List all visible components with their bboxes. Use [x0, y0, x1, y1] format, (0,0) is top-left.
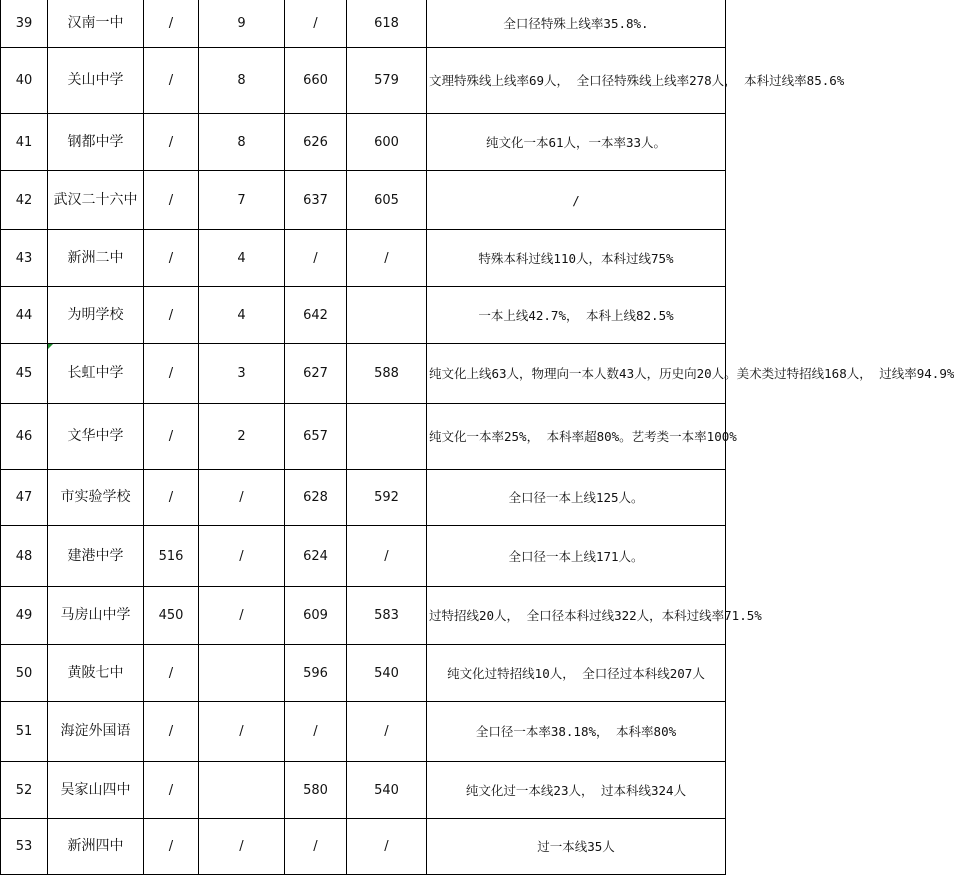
cell-col-e[interactable]: 628: [285, 470, 347, 526]
cell-col-c[interactable]: /: [144, 114, 199, 171]
row-number[interactable]: 48: [1, 526, 48, 587]
school-name[interactable]: 关山中学: [48, 48, 144, 114]
school-name[interactable]: 武汉二十六中: [48, 171, 144, 230]
cell-col-c[interactable]: 450: [144, 587, 199, 645]
cell-col-c[interactable]: /: [144, 762, 199, 819]
cell-col-c[interactable]: /: [144, 470, 199, 526]
cell-col-e[interactable]: 609: [285, 587, 347, 645]
cell-col-c[interactable]: /: [144, 0, 199, 48]
row-number[interactable]: 42: [1, 171, 48, 230]
cell-col-f[interactable]: [347, 404, 427, 470]
cell-col-e[interactable]: /: [285, 230, 347, 287]
cell-col-c[interactable]: /: [144, 171, 199, 230]
cell-col-e[interactable]: /: [285, 702, 347, 762]
note-cell[interactable]: 纯文化一本率25%， 本科率超80%。艺考类一本率100%: [427, 404, 726, 470]
note-cell[interactable]: 纯文化上线63人，物理向一本人数43人，历史向20人。美术类过特招线168人， 过线率94.9%: [427, 344, 726, 404]
cell-col-d[interactable]: 2: [199, 404, 285, 470]
school-name[interactable]: 为明学校: [48, 287, 144, 344]
table-row: [1, 114, 726, 171]
row-number[interactable]: 49: [1, 587, 48, 645]
cell-col-e[interactable]: 626: [285, 114, 347, 171]
cell-col-d[interactable]: /: [199, 587, 285, 645]
table-row: [1, 702, 726, 762]
table-row: [1, 645, 726, 702]
school-name[interactable]: 黄陂七中: [48, 645, 144, 702]
cell-col-f[interactable]: 583: [347, 587, 427, 645]
cell-col-f[interactable]: 605: [347, 171, 427, 230]
cell-col-e[interactable]: 624: [285, 526, 347, 587]
table-row: [1, 470, 726, 526]
cell-col-d[interactable]: 3: [199, 344, 285, 404]
note-cell[interactable]: 一本上线42.7%， 本科上线82.5%: [427, 287, 726, 344]
note-cell[interactable]: 全口径一本上线125人。: [427, 470, 726, 526]
table-row: [1, 762, 726, 819]
cell-col-e[interactable]: /: [285, 0, 347, 48]
school-name[interactable]: 海淀外国语: [48, 702, 144, 762]
table-row: [1, 171, 726, 230]
table-row: [1, 230, 726, 287]
school-name[interactable]: 钢都中学: [48, 114, 144, 171]
note-cell[interactable]: 过特招线20人， 全口径本科过线322人，本科过线率71.5%: [427, 587, 726, 645]
row-number[interactable]: 53: [1, 819, 48, 875]
table-row: [1, 0, 726, 48]
row-number[interactable]: 43: [1, 230, 48, 287]
cell-col-c[interactable]: /: [144, 48, 199, 114]
school-name[interactable]: 新洲二中: [48, 230, 144, 287]
cell-col-e[interactable]: 580: [285, 762, 347, 819]
cell-col-c[interactable]: /: [144, 344, 199, 404]
cell-col-c[interactable]: /: [144, 404, 199, 470]
cell-col-f[interactable]: 618: [347, 0, 427, 48]
table-row: [1, 344, 726, 404]
school-name[interactable]: 吴家山四中: [48, 762, 144, 819]
cell-col-d[interactable]: /: [199, 470, 285, 526]
note-cell[interactable]: 文理特殊线上线率69人， 全口径特殊线上线率278人， 本科过线率85.6%: [427, 48, 726, 114]
cell-col-e[interactable]: 657: [285, 404, 347, 470]
cell-col-d[interactable]: 8: [199, 48, 285, 114]
note-cell[interactable]: 全口径特殊上线率35.8%.: [427, 0, 726, 48]
school-name[interactable]: 汉南一中: [48, 0, 144, 48]
cell-col-c[interactable]: /: [144, 645, 199, 702]
school-name[interactable]: 长虹中学: [48, 344, 144, 404]
row-number[interactable]: 45: [1, 344, 48, 404]
table-row: [1, 287, 726, 344]
cell-col-e[interactable]: 660: [285, 48, 347, 114]
cell-col-e[interactable]: /: [285, 819, 347, 875]
cell-col-d[interactable]: 9: [199, 0, 285, 48]
cell-col-e[interactable]: 642: [285, 287, 347, 344]
note-cell[interactable]: 全口径一本率38.18%， 本科率80%: [427, 702, 726, 762]
row-number[interactable]: 51: [1, 702, 48, 762]
note-cell[interactable]: 纯文化一本61人，一本率33人。: [427, 114, 726, 171]
row-number[interactable]: 44: [1, 287, 48, 344]
cell-col-f[interactable]: 588: [347, 344, 427, 404]
school-name[interactable]: 建港中学: [48, 526, 144, 587]
row-number[interactable]: 50: [1, 645, 48, 702]
cell-col-e[interactable]: 637: [285, 171, 347, 230]
cell-col-d[interactable]: [199, 762, 285, 819]
school-name[interactable]: 市实验学校: [48, 470, 144, 526]
cell-col-f[interactable]: [347, 287, 427, 344]
cell-col-d[interactable]: /: [199, 526, 285, 587]
cell-col-d[interactable]: /: [199, 819, 285, 875]
cell-col-f[interactable]: /: [347, 702, 427, 762]
cell-col-c[interactable]: /: [144, 819, 199, 875]
row-number[interactable]: 41: [1, 114, 48, 171]
cell-col-c[interactable]: /: [144, 702, 199, 762]
row-number[interactable]: 52: [1, 762, 48, 819]
cell-col-d[interactable]: 7: [199, 171, 285, 230]
cell-col-d[interactable]: 4: [199, 230, 285, 287]
school-name[interactable]: 马房山中学: [48, 587, 144, 645]
cell-col-d[interactable]: 4: [199, 287, 285, 344]
note-cell[interactable]: /: [427, 171, 726, 230]
cell-col-d[interactable]: 8: [199, 114, 285, 171]
cell-col-f[interactable]: 600: [347, 114, 427, 171]
cell-col-d[interactable]: /: [199, 702, 285, 762]
cell-col-f[interactable]: 579: [347, 48, 427, 114]
row-number[interactable]: 40: [1, 48, 48, 114]
cell-col-e[interactable]: 627: [285, 344, 347, 404]
cell-col-f[interactable]: 540: [347, 645, 427, 702]
row-number[interactable]: 39: [1, 0, 48, 48]
row-number[interactable]: 46: [1, 404, 48, 470]
cell-col-f[interactable]: 540: [347, 762, 427, 819]
cell-col-c[interactable]: /: [144, 287, 199, 344]
note-cell[interactable]: 全口径一本上线171人。: [427, 526, 726, 587]
cell-col-f[interactable]: 592: [347, 470, 427, 526]
table-row: [1, 48, 726, 114]
cell-col-e[interactable]: 596: [285, 645, 347, 702]
note-cell[interactable]: 过一本线35人: [427, 819, 726, 875]
cell-col-c[interactable]: /: [144, 230, 199, 287]
cell-col-d[interactable]: [199, 645, 285, 702]
row-number[interactable]: 47: [1, 470, 48, 526]
school-name[interactable]: 新洲四中: [48, 819, 144, 875]
cell-col-f[interactable]: /: [347, 526, 427, 587]
school-name[interactable]: 文华中学: [48, 404, 144, 470]
note-cell[interactable]: 纯文化过特招线10人， 全口径过本科线207人: [427, 645, 726, 702]
note-cell[interactable]: 特殊本科过线110人，本科过线75%: [427, 230, 726, 287]
table-row: [1, 819, 726, 875]
cell-col-f[interactable]: /: [347, 230, 427, 287]
cell-col-c[interactable]: 516: [144, 526, 199, 587]
note-cell[interactable]: 纯文化过一本线23人， 过本科线324人: [427, 762, 726, 819]
cell-col-f[interactable]: /: [347, 819, 427, 875]
table-row: [1, 587, 726, 645]
table-row: [1, 526, 726, 587]
table-row: [1, 404, 726, 470]
